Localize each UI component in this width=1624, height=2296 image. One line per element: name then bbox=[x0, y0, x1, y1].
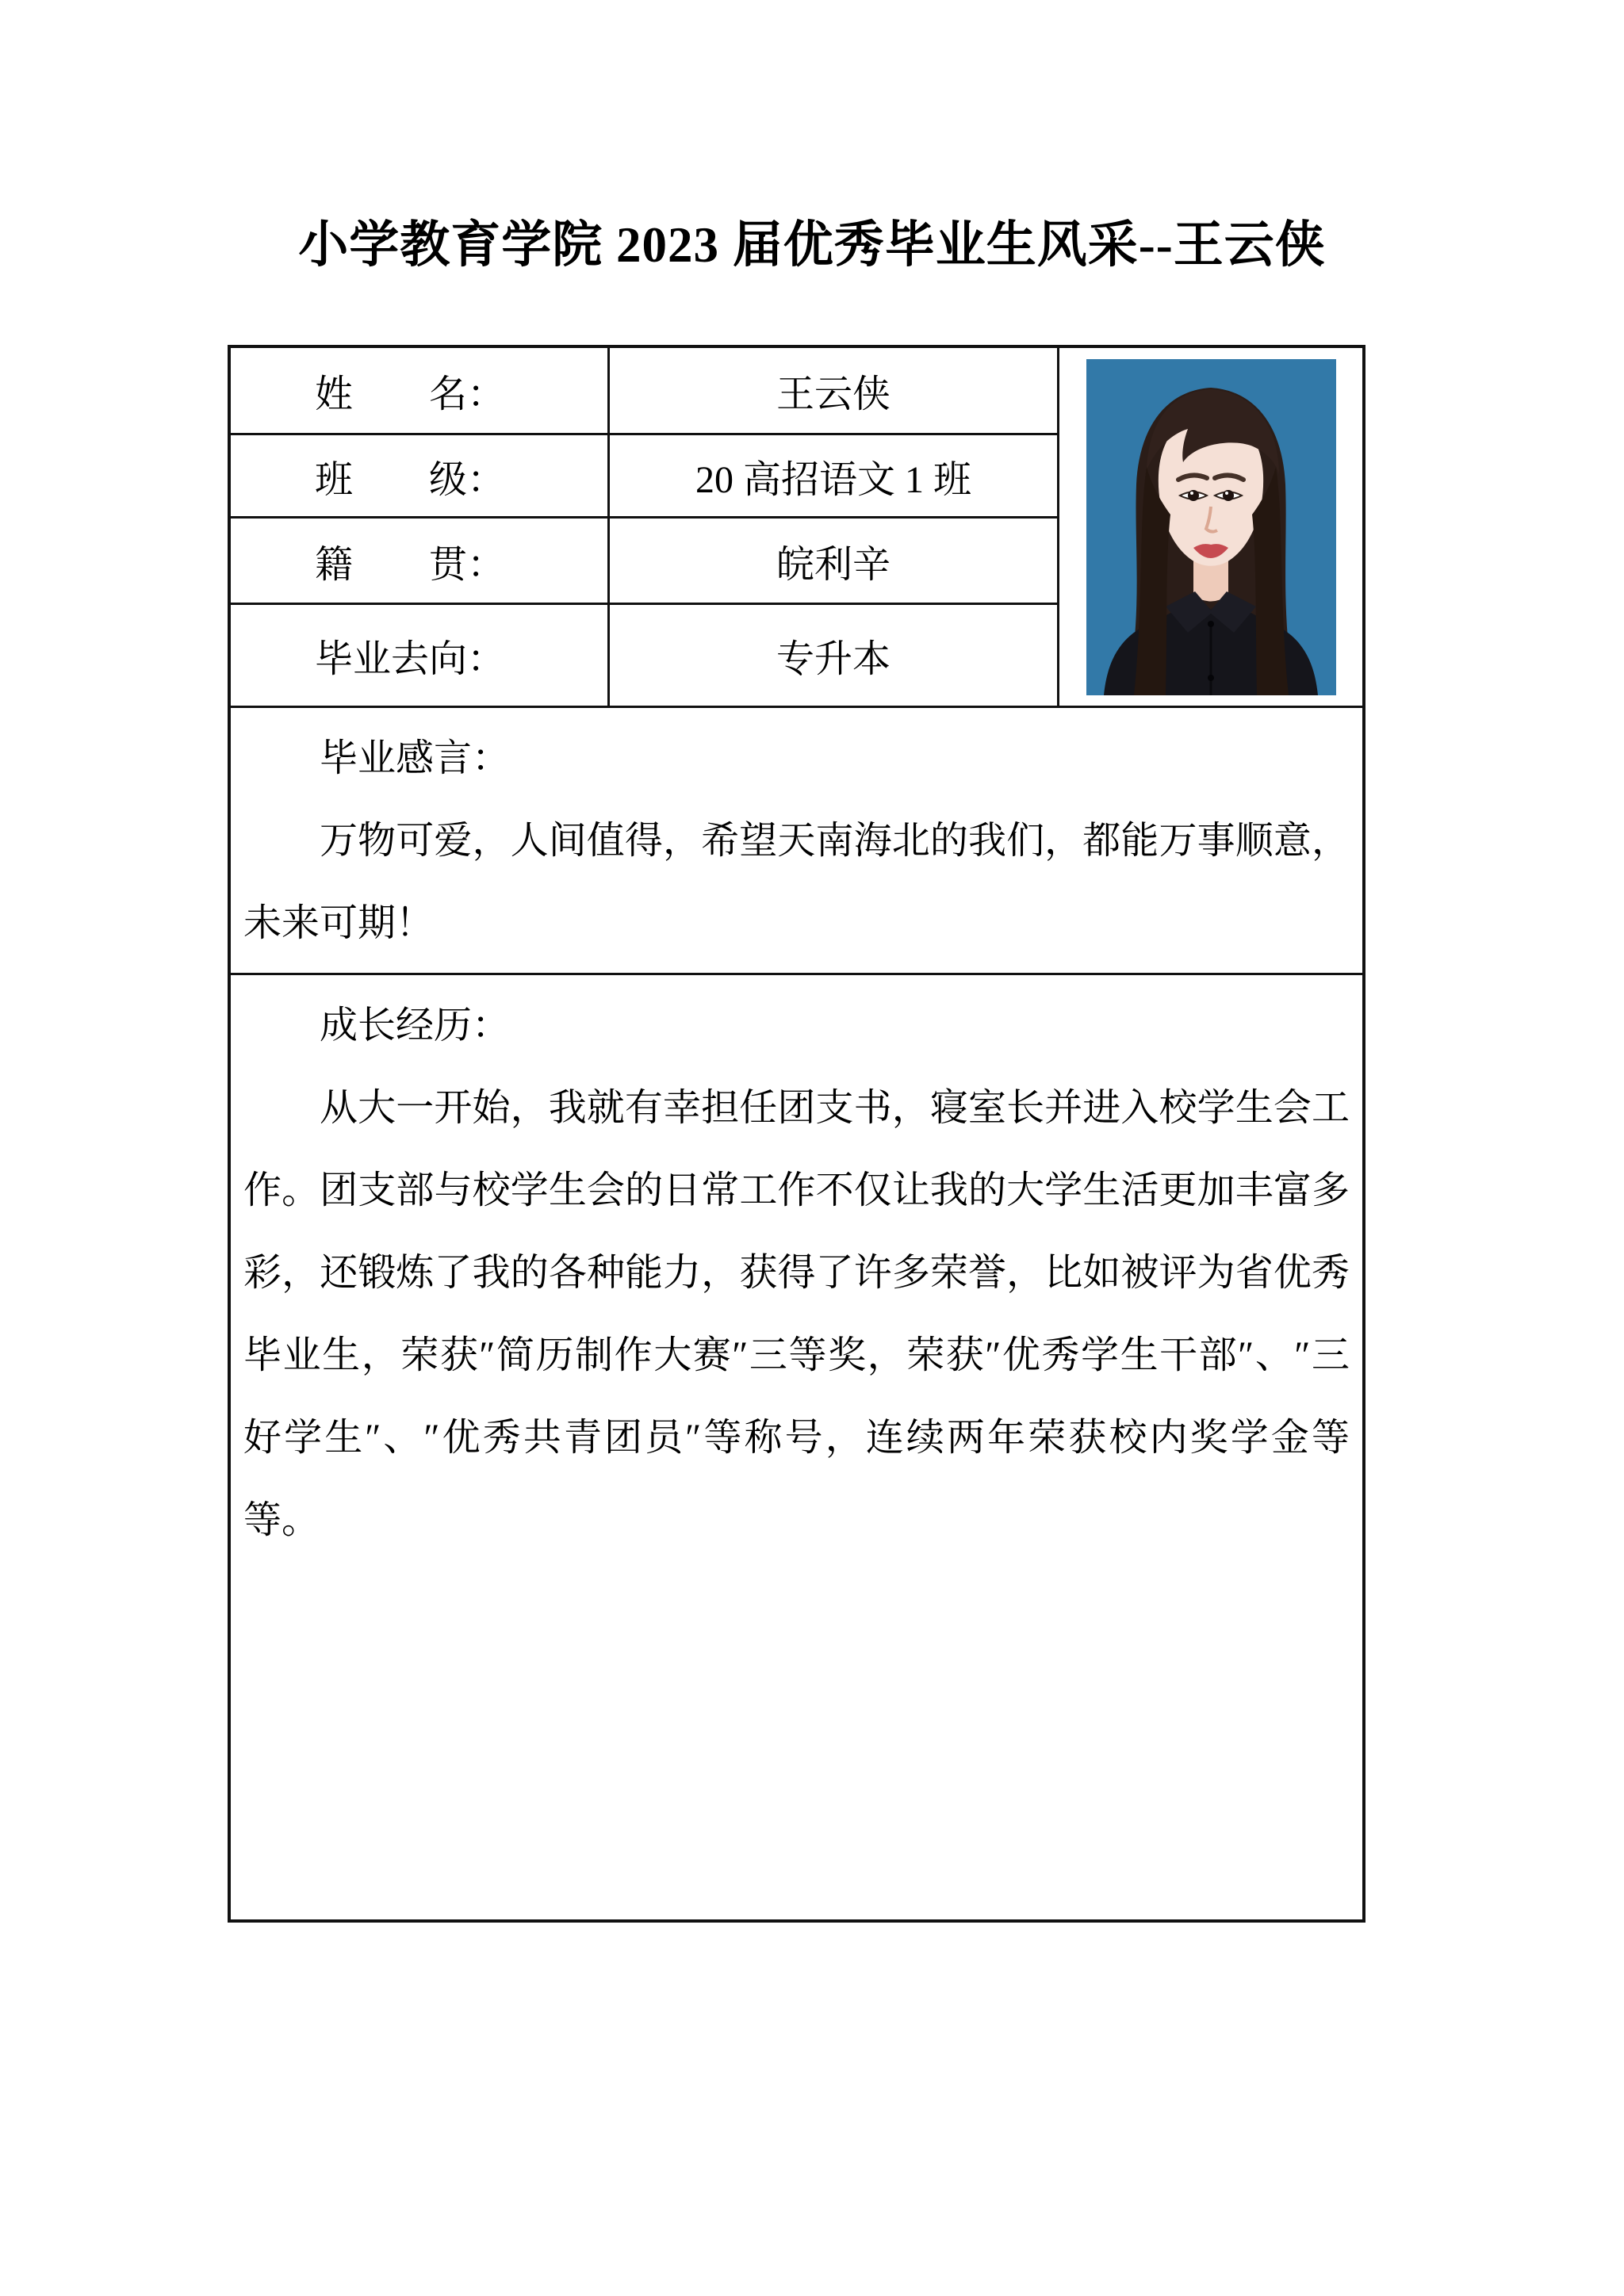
label-hometown-text: 籍 贯： bbox=[315, 543, 506, 586]
row-label-name bbox=[231, 348, 610, 435]
row-value-class bbox=[610, 435, 1059, 519]
label-destination-text: 毕业去向： bbox=[315, 638, 506, 680]
label-class-text: 班 级： bbox=[315, 458, 506, 501]
growth-heading: 成长经历： bbox=[320, 1004, 511, 1047]
row-label-destination bbox=[231, 605, 610, 708]
growth-experience-section bbox=[231, 975, 1362, 1919]
row-label-hometown bbox=[231, 519, 610, 605]
row-value-name bbox=[610, 348, 1059, 435]
iris-left bbox=[1188, 490, 1199, 501]
eye-highlight-right bbox=[1225, 492, 1228, 495]
graduation-remarks-section bbox=[231, 708, 1362, 975]
iris-right bbox=[1223, 490, 1234, 501]
id-photo-illustration bbox=[1086, 359, 1336, 695]
value-hometown-text: 皖利辛 bbox=[776, 543, 891, 586]
shirt-button bbox=[1208, 621, 1214, 627]
value-name-text: 王云侠 bbox=[776, 373, 891, 415]
growth-body: 从大一开始，我就有幸担任团支书，寝室长并进入校学生会工作。团支部与校学生会的日常工作不仅让我的大学生活更加丰富多彩，还锻炼了我的各种能力，获得了许多荣誉，比如被评为省优秀毕业生，荣获″简历制作大赛″三等奖，荣获″优秀学生干部″、″三好学生″、″优秀共青团员″等称号，连续两年荣获校内奖学金等等。 bbox=[243, 1087, 1350, 1541]
profile-table bbox=[228, 345, 1365, 1923]
row-value-destination bbox=[610, 605, 1059, 708]
value-destination-text: 专升本 bbox=[776, 638, 891, 680]
photo-cell bbox=[1059, 348, 1362, 708]
eye-highlight-left bbox=[1190, 492, 1193, 495]
label-name-text: 姓 名： bbox=[315, 373, 506, 415]
page-title: 小学教育学院 2023 届优秀毕业生风采--王云侠 bbox=[298, 217, 1326, 273]
row-label-class bbox=[231, 435, 610, 519]
shirt-button bbox=[1208, 675, 1214, 681]
row-value-hometown bbox=[610, 519, 1059, 605]
remarks-heading: 毕业感言： bbox=[320, 737, 511, 779]
remarks-body: 万物可爱，人间值得，希望天南海北的我们，都能万事顺意，未来可期！ bbox=[243, 820, 1350, 944]
value-class-text: 20 高招语文 1 班 bbox=[695, 458, 971, 501]
graduate-id-photo bbox=[1086, 359, 1336, 695]
